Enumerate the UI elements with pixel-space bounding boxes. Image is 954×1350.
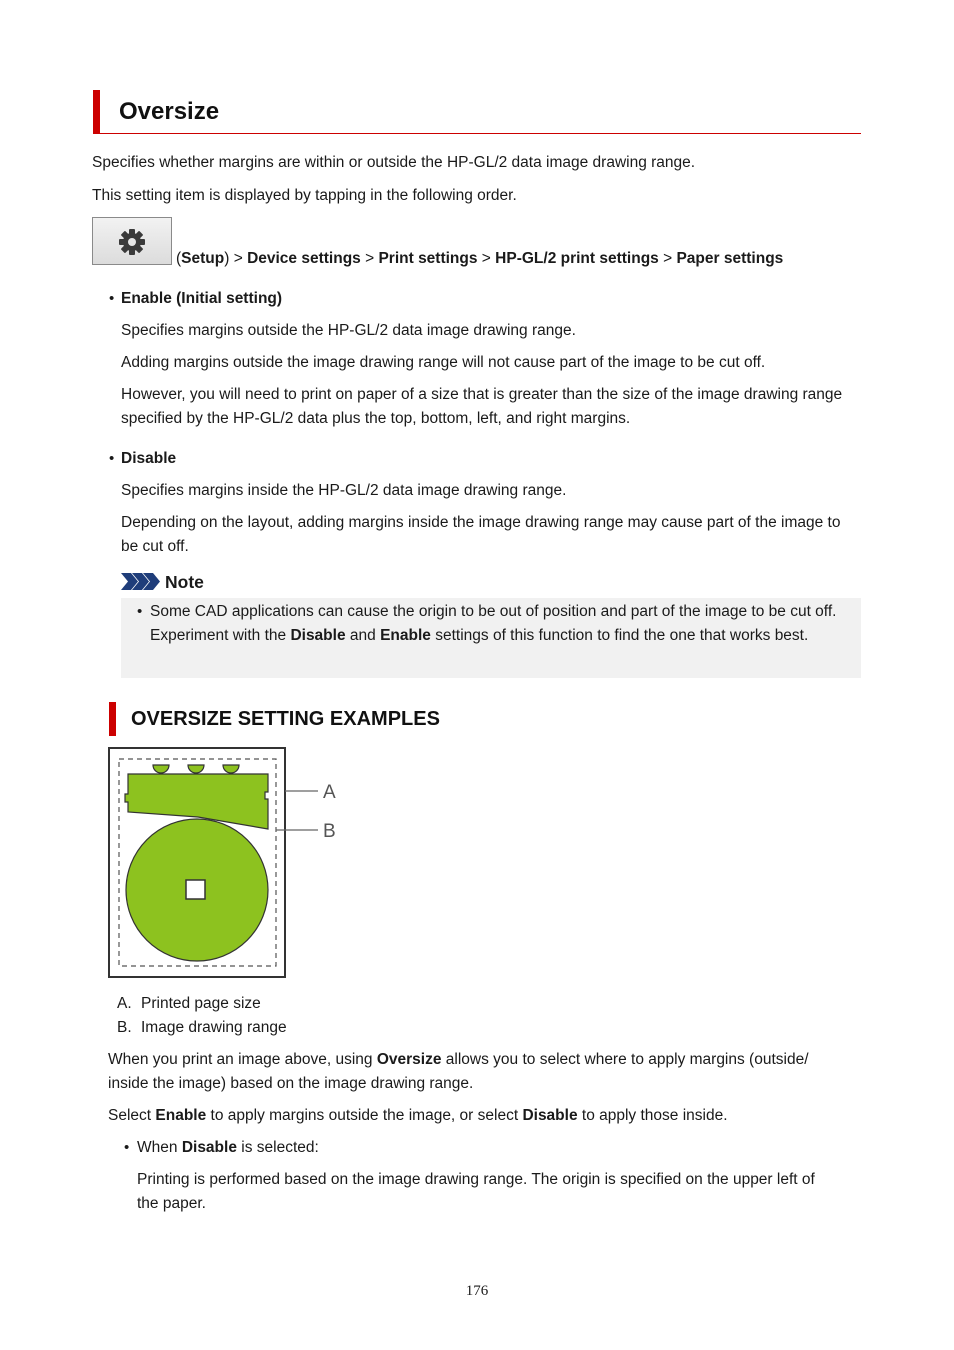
when-disable-text-line-2: the paper. [137,1195,206,1212]
path-setup: Setup [181,250,225,267]
when-disable-text-line-1: Printing is performed based on the image drawing range. The origin is specified on the upper left of [137,1171,815,1188]
callout-a: A [323,782,336,803]
note-title: Note [165,572,204,592]
page-number: 176 [465,1283,489,1299]
path-device-settings: Device settings [247,250,361,267]
when-disable-title: When Disable is selected: [137,1139,319,1156]
legend-marker-b: B. [117,1019,132,1036]
body-text-1-line-1: When you print an image above, using Oversize allows you to select where to apply margins (outside/ [108,1051,809,1068]
note-icon [121,573,161,590]
oversize-diagram [108,747,348,980]
option-disable-title: Disable [121,450,177,467]
legend-marker-a: A. [117,995,132,1012]
callout-b: B [323,821,336,842]
legend-text-a: Printed page size [141,995,261,1012]
option-disable-text-1: Specifies margins inside the HP-GL/2 data image drawing range. [121,482,567,499]
bullet-marker: • [124,1139,130,1156]
option-enable-title: Enable (Initial setting) [121,290,283,307]
bullet-marker: • [109,450,115,467]
legend-text-b: Image drawing range [141,1019,287,1036]
heading-rule [100,133,861,134]
heading-accent-bar [93,90,100,134]
intro-text-2: This setting item is displayed by tapping in the following order. [92,187,517,204]
option-enable-text-1: Specifies margins outside the HP-GL/2 data image drawing range. [121,322,576,339]
path-hpgl2-print-settings: HP-GL/2 print settings [495,250,659,267]
body-text-2: Select Enable to apply margins outside the image, or select Disable to apply those inside. [108,1107,728,1124]
option-enable-text-3: However, you will need to print on paper of a size that is greater than the size of the image drawing range specified by the HP-GL/2 data plus the top, bottom, left, and right margins. [121,386,843,427]
option-disable-text-2: Depending on the layout, adding margins inside the image drawing range may cause part of the image to be cut off. [121,514,841,555]
section-title: OVERSIZE SETTING EXAMPLES [131,708,440,730]
page-title: Oversize [119,98,220,125]
path-paper-settings: Paper settings [676,250,784,267]
gear-icon [117,228,147,256]
bullet-marker: • [109,290,115,307]
path-print-settings: Print settings [378,250,478,267]
green-shapes [125,765,268,961]
section-accent-bar [109,702,116,736]
option-enable-text-2: Adding margins outside the image drawing range will not cause part of the image to be cut off. [121,354,766,371]
setup-button[interactable] [92,217,172,265]
note-box [121,598,861,678]
intro-text-1: Specifies whether margins are within or outside the HP-GL/2 data image drawing range. [92,154,696,171]
body-text-1-line-2: inside the image) based on the image drawing range. [108,1075,474,1092]
settings-path: (Setup) > Device settings > Print settings > HP-GL/2 print settings > Paper settings [176,250,784,267]
note-text: Some CAD applications can cause the origin to be out of position and part of the image to be cut off. Experiment with the Disable and Enable settings of this function to find the one that works best. [150,603,837,644]
bullet-marker: • [137,603,143,620]
